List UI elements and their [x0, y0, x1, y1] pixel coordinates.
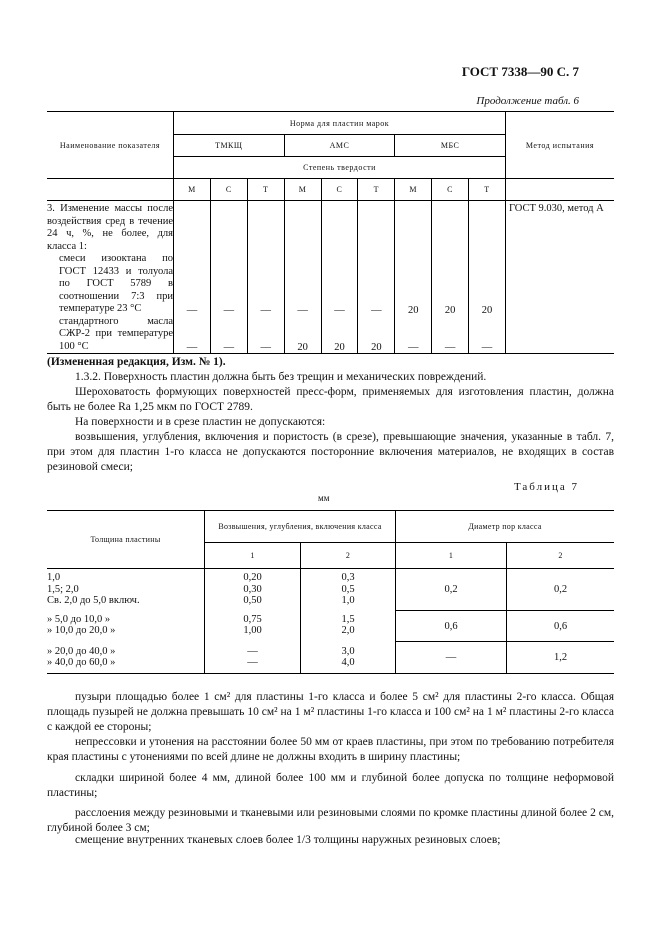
value-cell: —	[247, 253, 284, 316]
hardness-header: Степень твердости	[174, 157, 506, 179]
value-cell: —	[210, 253, 247, 316]
hardness-cell: М	[395, 179, 432, 201]
class-label: 2	[507, 543, 615, 569]
value-cell: 0,50	[243, 595, 262, 606]
paragraph-protrusions: возвышения, углубления, включения и пористость (в срезе), превышающие значения, указанные в табл. 7, при этом для пластин 1-го класса не допускаются посторонние включения материалов, не входящих в состав резиновой смеси;	[47, 431, 614, 473]
thickness-cell: » 5,0 до 10,0 »	[47, 613, 111, 625]
value-cell: —	[247, 657, 258, 668]
hardness-cell: С	[210, 179, 247, 201]
value-cell: 20	[284, 316, 321, 354]
table-continuation-label: Продолжение табл. 6	[476, 95, 579, 107]
table-7-label: Таблица 7	[513, 481, 579, 493]
hardness-cell: Т	[358, 179, 395, 201]
paragraph-underpress: непрессовки и утонения на расстоянии более 50 мм от краев пластины, при этом по требованию потребителя края пластины с утонениями по всей длине не должны входить в ширину пластины;	[47, 736, 614, 763]
value-cell: 20	[358, 316, 395, 354]
col-header-name: Наименование показателя	[47, 112, 174, 179]
class-label: 1	[396, 543, 507, 569]
pore-cell: 0,2	[396, 569, 507, 611]
hardness-row	[47, 179, 614, 201]
value-cell: 1,0	[341, 595, 355, 606]
table-row	[47, 316, 614, 354]
hardness-cell: Т	[247, 179, 284, 201]
value-cell: —	[247, 316, 284, 354]
class-label: 2	[301, 543, 396, 569]
value-cell: —	[358, 253, 395, 316]
value-cell: —	[432, 316, 469, 354]
paragraph-folds: складки шириной более 4 мм, длиной более 100 мм и глубиной более допуска по толщине неформовой пластины;	[47, 772, 614, 799]
brand-ams: АМС	[284, 135, 395, 157]
hardness-cell: М	[174, 179, 211, 201]
col-pores: Диаметр пор класса	[396, 511, 615, 543]
pore-cell: 0,6	[396, 611, 507, 642]
value-cell: —	[174, 316, 211, 354]
row-main-label: 3. Изменение массы после воздействия сред в течение 24 ч, %, не более, для класса 1:	[47, 201, 174, 254]
table-row	[47, 569, 614, 611]
value-cell: 0,75	[243, 613, 262, 625]
value-cell: 0,20	[243, 572, 262, 583]
value-cell: —	[174, 253, 211, 316]
value-cell: 0,30	[243, 583, 262, 595]
paragraph-1-3-2: 1.3.2. Поверхность пластин должна быть без трещин и механических повреждений.	[75, 371, 487, 383]
value-cell: 20	[395, 253, 432, 316]
paragraph-bubbles: пузыри площадью более 1 см² для пластины 1-го класса и более 5 см² для пластины 2-го класса. Общая площадь пузырей не должна превышать 10 см² на 1 м² пластины 1-го класса и 100 см² на 1 м² пластины 2-го класса с каждой ее стороны;	[47, 691, 614, 733]
table-6	[47, 111, 614, 354]
amended-note: (Измененная редакция, Изм. № 1).	[47, 356, 226, 368]
thickness-cell: Св. 2,0 до 5,0 включ.	[47, 595, 140, 606]
table-row	[47, 642, 614, 674]
value-cell: 20	[469, 253, 506, 316]
value-cell: —	[321, 253, 358, 316]
pore-cell: 0,2	[507, 569, 615, 611]
pore-cell: —	[396, 642, 507, 674]
value-cell: 4,0	[341, 657, 355, 668]
class-label: 1	[205, 543, 301, 569]
brand-tmksch: ТМКЩ	[174, 135, 285, 157]
value-cell: 20	[321, 316, 358, 354]
value-cell: —	[469, 316, 506, 354]
paragraph-displacement: смещение внутренних тканевых слоев более 1/3 толщины наружных резиновых слоев;	[75, 834, 501, 846]
pore-cell: 0,6	[507, 611, 615, 642]
thickness-cell: » 10,0 до 20,0 »	[47, 625, 116, 636]
row2-label: стандартного масла СЖР-2 при температуре 100 °С	[47, 316, 174, 354]
thickness-cell: 1,0	[47, 572, 61, 583]
paragraph-delamination: расслоения между резиновыми и тканевыми или резиновыми слоями по кромке пластины длиной более 2 см, глубиной более 3 см;	[47, 807, 614, 834]
value-cell: 0,3	[341, 572, 355, 583]
value-cell: 1,00	[243, 625, 262, 636]
value-cell: —	[247, 645, 258, 657]
value-cell: —	[210, 316, 247, 354]
value-cell: 20	[432, 253, 469, 316]
table-row	[47, 201, 614, 254]
paragraph-roughness: Шероховатость формующих поверхностей пресс-форм, применяемых для изготовления пластин, должна быть не более Ra 1,25 мкм по ГОСТ 2789.	[47, 386, 614, 413]
table-7-unit: мм	[318, 493, 330, 503]
value-cell: 1,5	[341, 613, 355, 625]
row-method: ГОСТ 9.030, метод А	[509, 203, 604, 214]
page-header: ГОСТ 7338—90 С. 7	[461, 64, 579, 79]
brand-mbs: МБС	[395, 135, 506, 157]
value-cell: 0,5	[341, 583, 355, 595]
hardness-cell: С	[432, 179, 469, 201]
thickness-cell: 1,5; 2,0	[47, 583, 79, 595]
norm-header: Норма для пластин марок	[174, 112, 506, 135]
hardness-cell: С	[321, 179, 358, 201]
hardness-cell: М	[284, 179, 321, 201]
table-row	[47, 253, 614, 316]
paragraph-defects-intro: На поверхности и в срезе пластин не допускаются:	[75, 416, 326, 428]
value-cell: 3,0	[341, 645, 355, 657]
thickness-cell: » 40,0 до 60,0 »	[47, 657, 116, 668]
hardness-cell: Т	[469, 179, 506, 201]
pore-cell: 1,2	[507, 642, 615, 674]
value-cell: 2,0	[341, 625, 355, 636]
table-row	[47, 611, 614, 642]
table-7	[47, 510, 614, 674]
col-protrusions: Возвышения, углубления, включения класса	[205, 511, 396, 543]
value-cell: —	[395, 316, 432, 354]
value-cell: —	[284, 253, 321, 316]
col-thickness: Толщина пластины	[47, 511, 205, 569]
thickness-cell: » 20,0 до 40,0 »	[47, 645, 116, 657]
row1-label: смеси изооктана по ГОСТ 12433 и толуола по ГОСТ 5789 в соотношении 7:3 при температуре 23 °С	[47, 253, 174, 316]
method-header: Метод испытания	[506, 112, 615, 179]
